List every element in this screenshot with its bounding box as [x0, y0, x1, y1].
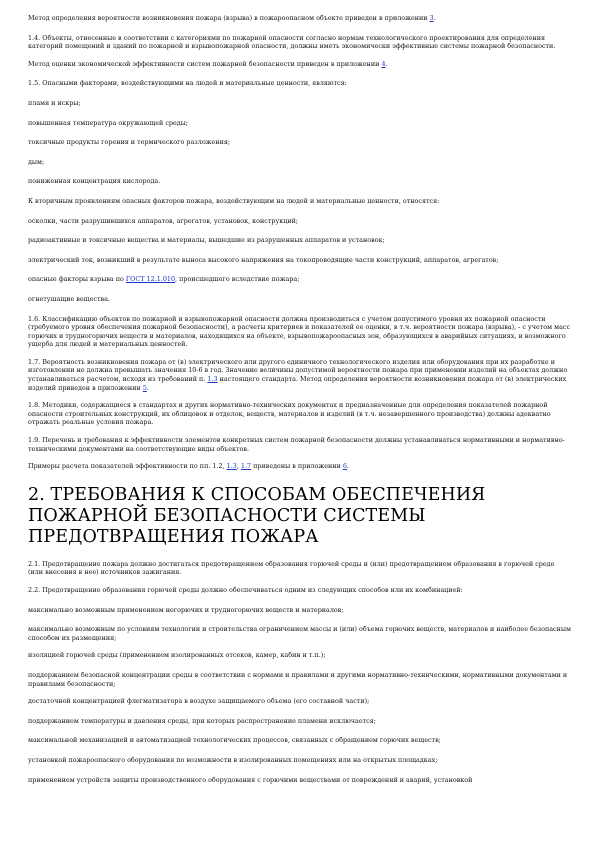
list-item: максимальной механизацией и автоматизацией технологических процессов, связанных с обращением горючих веществ; — [28, 736, 441, 745]
appendix-6-link[interactable]: 6 — [342, 462, 347, 471]
paragraph-1-5: 1.5. Опасными факторами, воздействующими на людей и материальные ценности, являются: — [28, 79, 347, 88]
paragraph: Метод оценки экономической эффективности систем пожарной безопасности приведен в приложении 4. — [28, 59, 388, 68]
list-item: максимально возможным применением негорючих и трудногорючих веществ и материалов; — [28, 605, 344, 614]
gost-link[interactable]: ГОСТ 12.1.010 — [125, 275, 176, 284]
paragraph-2-1: 2.1. Предотвращение пожара должно достигаться предотвращением образования горючей среды и (или) предотвращением образования в горючей среде (или внесения в нее) источников зажигания. — [28, 559, 555, 577]
appendix-5-link[interactable]: 5 — [142, 383, 147, 392]
list-item: изоляцией горючей среды (применением изолированных отсеков, камер, кабин и т.п.); — [28, 651, 326, 660]
paragraph-1-7: 1.7. Вероятность возникновения пожара от (в) электрического или другого единичного технологического изделия или оборудования при их разработке и изготовлении не должна превышать значения 10-6 в год. Значение величины допустимой вероятности пожара при применении изделий на объектах должно устанавливаться расчетом, исходя из требований п. 1.3 настоящего стандарта. Метод определения вероятности возникновения пожара от (в) электрических изделий приведен в приложении 5. — [28, 357, 568, 392]
list-item: опасные факторы взрыва по ГОСТ 12.1.010, происшедшего вследствие пожара; — [28, 275, 300, 284]
paragraph: К вторичным проявлениям опасных факторов пожара, воздействующим на людей и материальные ценности, относятся: — [28, 196, 440, 205]
list-item: поддержанием безопасной концентрации среды в соответствии с нормами и правилами и другими нормативно-техническими, нормативными документами и правилами безопасности; — [28, 670, 568, 688]
paragraph-1-8: 1.8. Методики, содержащиеся в стандартах и других нормативно-технических документах и предназначенные для определения показателей пожарной опасности строительных конструкций, их облицовок и отделок, веществ, материалов и изделий (в т.ч. незавершенного производства) должны адекватно отражать реальные условия пожара. — [28, 401, 551, 427]
list-item: радиоактивные и токсичные вещества и материалы, вышедшие из разрушенных аппаратов и установок; — [28, 236, 385, 245]
list-item: осколки, части разрушившихся аппаратов, агрегатов, установок, конструкций; — [28, 216, 299, 225]
paragraph-text: Метод определения вероятности возникновения пожара (взрыва) в пожароопасном объекте приведен в приложении — [28, 14, 428, 22]
list-item: дым; — [28, 157, 45, 166]
paragraph-1-6: 1.6. Классификацию объектов по пожарной и взрывопожарной опасности должна производиться с учетом допустимого уровня их пожарной опасности (требуемого уровня обеспечения пожарной безопасности), а расчеты критериев и показателей ее оценки, в т.ч. вероятности пожара (взрыва), - с учетом масс горючих и трудногорючих веществ и материалов, находящихся на объекте, взрывопожароопасных зон, образующихся в аварийных ситуациях, и возможного ущерба для людей и материальных ценностей. — [28, 314, 571, 349]
section-heading: 2. ТРЕБОВАНИЯ К СПОСОБАМ ОБЕСПЕЧЕНИЯ ПОЖАРНОЙ БЕЗОПАСНОСТИ СИСТЕМЫ ПРЕДОТВРАЩЕНИЯ ПОЖАРА — [28, 484, 486, 547]
paragraph-2-2: 2.2. Предотвращение образования горючей среды должно обеспечиваться одним из следующих способов или их комбинацией: — [28, 586, 463, 594]
clause-1-3-link[interactable]: 1.3 — [207, 375, 218, 384]
appendix-4-link[interactable]: 4 — [381, 59, 386, 68]
list-item: применением устройств защиты производственного оборудования с горючими веществами от повреждений и аварий, установкой — [28, 775, 473, 784]
list-item: пламя и искры; — [28, 98, 81, 107]
paragraph: Примеры расчета показателей эффективности по пп. 1.2, 1.3, 1.7 приведены в приложении 6. — [28, 462, 349, 471]
list-item: установкой пожароопасного оборудования по возможности в изолированных помещениях или на открытых площадках; — [28, 755, 438, 764]
list-item: достаточной концентрацией флегматизатора в воздухе защищаемого объема (его составной части); — [28, 697, 370, 706]
paragraph: Метод определения вероятности возникновения пожара (взрыва) в пожароопасном объекте приведен в приложении 3. — [28, 14, 436, 22]
list-item: электрический ток, возникший в результате выноса высокого напряжения на токопроводящие части конструкций, аппаратов, агрегатов; — [28, 255, 499, 264]
list-item: токсичные продукты горения и термического разложения; — [28, 138, 231, 147]
paragraph-1-4: 1.4. Объекты, отнесенные в соответствии с категориями по пожарной опасности согласно нормам технологического проектирования для определения категорий помещений и зданий по пожарной и взрывопожарной опасности, должны иметь экономически эффективные системы пожарной безопасности. — [28, 33, 556, 51]
list-item: огнетушащие вещества. — [28, 294, 110, 303]
list-item: пониженная концентрация кислорода. — [28, 177, 161, 186]
list-item: поддержанием температуры и давления среды, при которых распространение пламени исключается; — [28, 716, 376, 725]
clause-1-7-link[interactable]: 1.7 — [240, 462, 252, 471]
paragraph-1-9: 1.9. Перечень и требования к эффективности элементов конкретных систем пожарной безопасности должны устанавливаться нормативными и нормативно-техническими документами на соответствующие виды объектов. — [28, 436, 565, 453]
list-item: максимально возможным по условиям технологии и строительства ограничением массы и (или) объема горючих веществ, материалов и наиболее безопасным способом их размещения; — [28, 625, 571, 642]
appendix-3-link[interactable]: 3 — [429, 14, 434, 22]
list-item: повышенная температура окружающей среды; — [28, 118, 188, 127]
clause-1-3-link[interactable]: 1.3 — [226, 462, 237, 471]
